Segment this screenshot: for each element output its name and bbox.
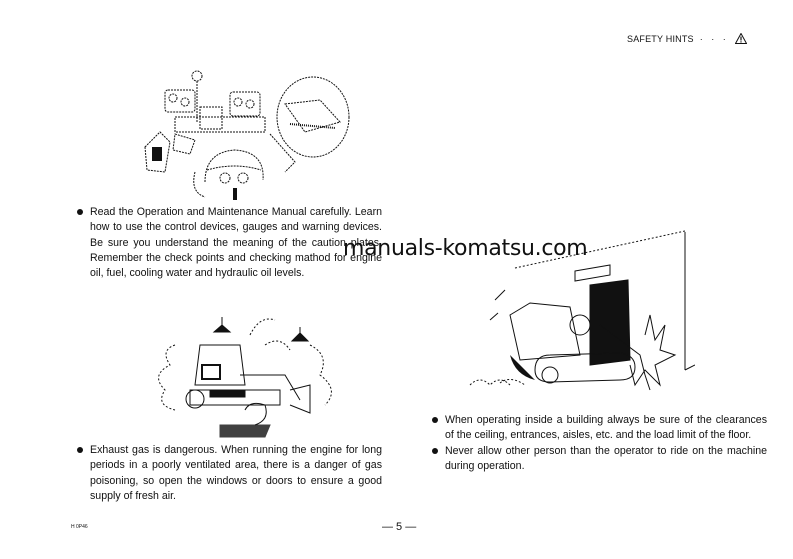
bullet-text: When operating inside a building always be sure of the clearances of the ceiling, entrances, aisles, etc. and the load limit of the floor. (445, 414, 767, 442)
bullet-dot-icon (77, 209, 83, 215)
paragraph-indoor-operation (445, 413, 767, 474)
exhaust-gas-illustration (150, 305, 340, 440)
watermark: manuals-komatsu.com (343, 236, 588, 261)
bullet-item (90, 443, 382, 504)
paragraph-read-manual (90, 205, 382, 281)
bullet-item (90, 205, 382, 281)
section-title: SAFETY HINTS (627, 33, 694, 44)
bullet-text: Read the Operation and Maintenance Manual carefully. Learn how to use the control devices, gauges and warning devices. Be sure you understand the meaning of the caution plates. Remember the check points and checking mathod for engine oil, fuel, cooling water and hydraulic oil levels. (90, 206, 382, 280)
bullet-item (445, 444, 767, 475)
operator-reading-manual-illustration (135, 62, 350, 200)
bullet-dot-icon (432, 448, 438, 454)
bullet-text: Never allow other person than the operator to ride on the machine during operation. (445, 444, 767, 472)
warning-triangle-icon (735, 33, 747, 44)
bullet-dot-icon (77, 447, 83, 453)
header-dots: · · · (699, 33, 729, 44)
bullet-dot-icon (432, 417, 438, 423)
paragraph-exhaust-gas (90, 443, 382, 504)
page-number: — 5 — (382, 521, 417, 533)
page-header (627, 33, 747, 44)
bulldozer-building-illustration (440, 215, 695, 400)
document-code: H 0P46 (71, 524, 88, 530)
bullet-text: Exhaust gas is dangerous. When running the engine for long periods in a poorly ventilated area, there is a danger of gas poisoning, so open the windows or doors to ensure a good supply of fresh air. (90, 444, 382, 502)
bullet-item (445, 413, 767, 444)
